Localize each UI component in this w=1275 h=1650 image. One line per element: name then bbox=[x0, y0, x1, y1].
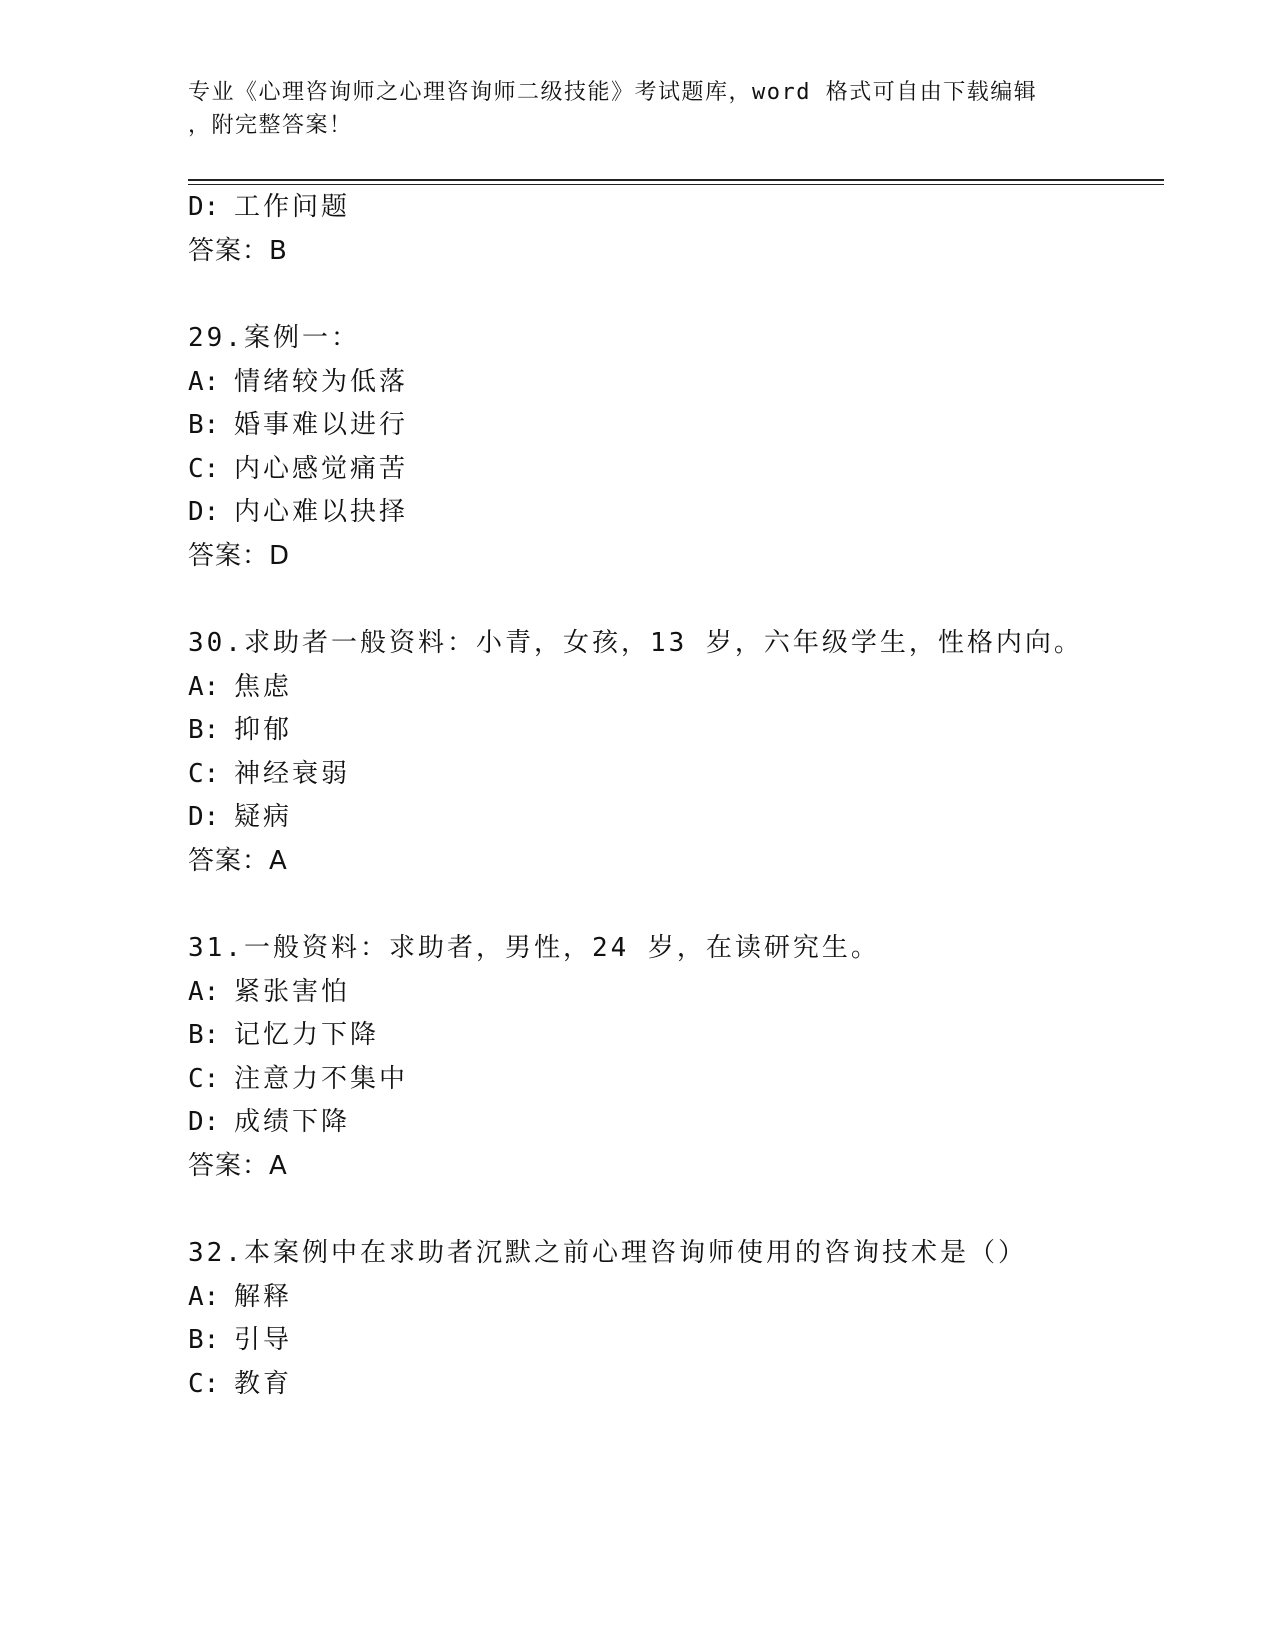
answer-label: 答案： bbox=[188, 236, 270, 266]
option-text: 抑郁 bbox=[234, 715, 293, 745]
option-letter: A: bbox=[188, 977, 220, 1007]
question-stem: 30.求助者一般资料：小青，女孩，13 岁，六年级学生，性格内向。 bbox=[188, 628, 1083, 658]
header-divider-thin bbox=[188, 184, 1164, 185]
option-letter: A: bbox=[188, 1282, 220, 1312]
answer-row bbox=[188, 236, 1188, 266]
option-letter: D: bbox=[188, 1107, 220, 1137]
option-letter: D: bbox=[188, 802, 220, 832]
option-letter: B: bbox=[188, 1325, 220, 1355]
answer-row bbox=[188, 1151, 1188, 1181]
option-letter: D: bbox=[188, 192, 220, 222]
option-text: 内心感觉痛苦 bbox=[234, 454, 409, 484]
option-row bbox=[188, 1369, 1188, 1399]
option-row bbox=[188, 192, 1188, 222]
option-text: 紧张害怕 bbox=[234, 977, 351, 1007]
answer-row bbox=[188, 541, 1188, 571]
option-text: 工作问题 bbox=[234, 192, 351, 222]
option-row bbox=[188, 672, 1188, 702]
option-text: 记忆力下降 bbox=[234, 1020, 380, 1050]
option-row bbox=[188, 367, 1188, 397]
answer-label: 答案： bbox=[188, 541, 270, 571]
option-letter: B: bbox=[188, 410, 220, 440]
answer-key: A bbox=[269, 1151, 288, 1181]
option-letter: C: bbox=[188, 1064, 220, 1094]
option-letter: D: bbox=[188, 497, 220, 527]
option-text: 解释 bbox=[234, 1282, 293, 1312]
option-row bbox=[188, 802, 1188, 832]
option-letter: C: bbox=[188, 454, 220, 484]
question-stem: 31.一般资料：求助者，男性，24 岁，在读研究生。 bbox=[188, 933, 880, 963]
option-letter: C: bbox=[188, 1369, 220, 1399]
option-row bbox=[188, 715, 1188, 745]
header-line-1: 专业《心理咨询师之心理咨询师二级技能》考试题库，word 格式可自由下载编辑 bbox=[188, 80, 1038, 105]
option-text: 情绪较为低落 bbox=[234, 367, 409, 397]
header-divider-thick bbox=[188, 179, 1164, 181]
option-letter: A: bbox=[188, 367, 220, 397]
answer-key: D bbox=[269, 541, 291, 571]
option-row bbox=[188, 1020, 1188, 1050]
question-stem: 32.本案例中在求助者沉默之前心理咨询师使用的咨询技术是（） bbox=[188, 1238, 1027, 1268]
option-row bbox=[188, 1064, 1188, 1094]
option-text: 婚事难以进行 bbox=[234, 410, 409, 440]
answer-row bbox=[188, 846, 1188, 876]
option-letter: B: bbox=[188, 1020, 220, 1050]
option-text: 教育 bbox=[234, 1369, 293, 1399]
answer-key: B bbox=[269, 236, 288, 266]
answer-label: 答案： bbox=[188, 1151, 270, 1181]
option-text: 疑病 bbox=[234, 802, 293, 832]
option-row bbox=[188, 410, 1188, 440]
question-stem: 29.案例一： bbox=[188, 323, 360, 353]
option-row bbox=[188, 1325, 1188, 1355]
option-text: 焦虑 bbox=[234, 672, 293, 702]
option-text: 引导 bbox=[234, 1325, 293, 1355]
option-letter: C: bbox=[188, 759, 220, 789]
answer-key: A bbox=[269, 846, 288, 876]
option-text: 成绩下降 bbox=[234, 1107, 351, 1137]
option-row bbox=[188, 977, 1188, 1007]
answer-label: 答案： bbox=[188, 846, 270, 876]
option-letter: B: bbox=[188, 715, 220, 745]
option-row bbox=[188, 1282, 1188, 1312]
document-header bbox=[188, 76, 1088, 142]
option-row bbox=[188, 759, 1188, 789]
header-line-2: ，附完整答案！ bbox=[188, 113, 353, 138]
option-text: 注意力不集中 bbox=[234, 1064, 409, 1094]
option-row bbox=[188, 1107, 1188, 1137]
option-row bbox=[188, 497, 1188, 527]
option-row bbox=[188, 454, 1188, 484]
option-letter: A: bbox=[188, 672, 220, 702]
option-text: 内心难以抉择 bbox=[234, 497, 409, 527]
option-text: 神经衰弱 bbox=[234, 759, 351, 789]
